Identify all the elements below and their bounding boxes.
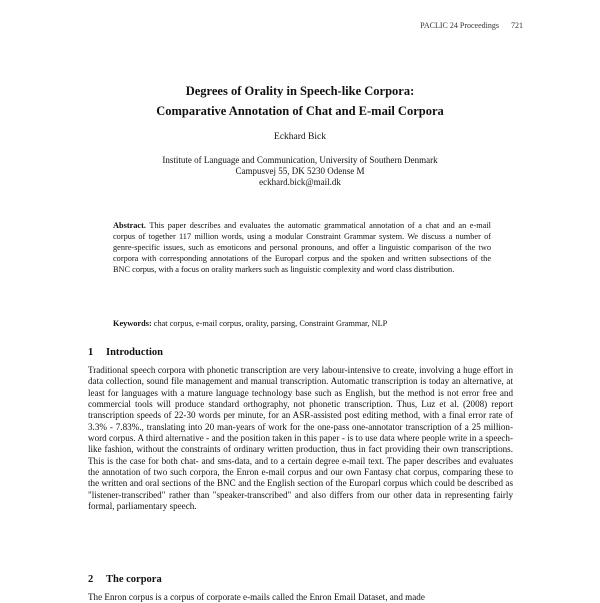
section-title: Introduction (106, 347, 163, 358)
author-name: Eckhard Bick (274, 132, 326, 142)
section-number: 2 (88, 574, 94, 585)
proceedings-name: PACLIC 24 Proceedings (420, 21, 499, 30)
keywords (113, 319, 513, 328)
abstract-label: Abstract. (113, 221, 146, 230)
keywords-text: chat corpus, e-mail corpus, orality, parsing, Constraint Grammar, NLP (153, 319, 388, 328)
paper-title (0, 82, 600, 121)
section-heading-corpora (88, 574, 162, 585)
section-heading-introduction (88, 347, 163, 358)
section-number: 1 (88, 347, 94, 358)
abstract-text: This paper describes and evaluates the automatic grammatical annotation of a chat and an e-mail corpus of together 117 million words, using a modular Constraint Grammar system. We discuss a number of genre-specific issues, such as emoticons and personal pronouns, and offer a linguistic comparison of the two corpora with corresponding annotations of the Europarl corpus and the spoken and written subsections of the BNC corpus, with a focus on orality markers such as linguistic complexity and word class distribution. (113, 221, 491, 274)
affiliation (0, 155, 600, 188)
keywords-label: Keywords: (113, 319, 152, 328)
page-number: 721 (511, 21, 523, 30)
affiliation-address: Campusvej 55, DK 5230 Odense M (235, 166, 365, 176)
abstract (113, 220, 491, 275)
introduction-body: Traditional speech corpora with phonetic transcription are very labour-intensive to create, involving a huge effort in data collection, sound file management and manual transcription. Automatic transcription is today an alternative, at least for languages with a mature language technology base such as English, but the method is not error free and commercial tools will produce standard orthography, not phonetic transcription. Thus, Luz et al. (2008) report transcription speeds of 22-30 words per minute, for an ASR-assisted post editing method, with a final error rate of 3.3% - 7.83%., translating into 20 man-years of work for the one-pass one-annotator transcription of a 25 million-word corpus. A third alternative - and the position taken in this paper - is to use data where people write in a speech-like fashion, without the constraints of ordinary written production, thus in fact providing their own transcriptions. This is the case for both chat- and sms-data, and to a certain degree e-mail text. The paper describes and evaluates the annotation of two such corpora, the Enron e-mail corpus and our own Fantasy chat corpus, comparing these to the written and oral sections of the BNC and the English section of the Europarl corpus which could be described as "listener-transcribed" rather than "speaker-transcribed" and also differs from our other data in representing fairly formal, parliamentary speech. (88, 365, 513, 512)
affiliation-institute: Institute of Language and Communication, University of Southern Denmark (162, 155, 438, 165)
title-line-1: Degrees of Orality in Speech-like Corpora: (185, 84, 415, 98)
corpora-body: The Enron corpus is a corpus of corporate e-mails called the Enron Email Dataset, and made (88, 592, 425, 602)
title-line-2: Comparative Annotation of Chat and E-mail Corpora (156, 103, 444, 118)
section-title: The corpora (106, 574, 162, 585)
affiliation-email: eckhard.bick@mail.dk (259, 177, 341, 187)
running-head (420, 21, 523, 30)
